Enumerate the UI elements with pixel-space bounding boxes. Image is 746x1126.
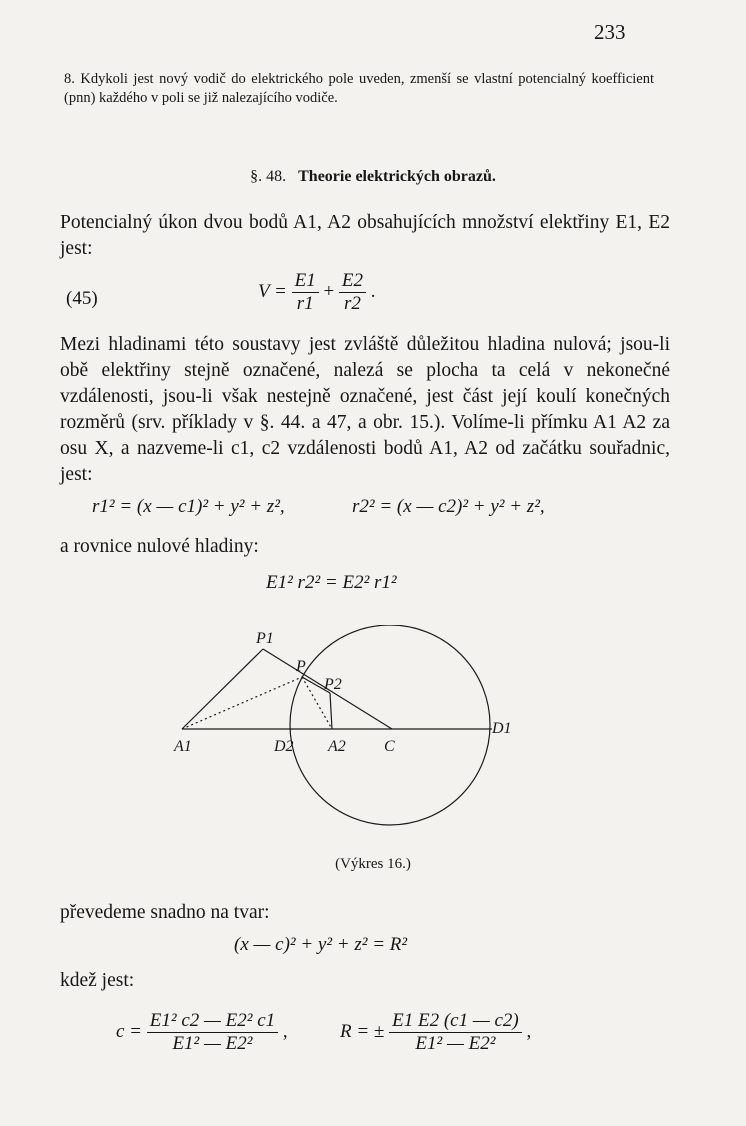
section-title: Theorie elektrických obrazů.	[298, 168, 496, 185]
paragraph-main: Mezi hladinami této soustavy jest zvláště důležitou hladina nulová; jsou-li obě elektřiny stejně označené, nalezá se plocha ta celá v nekonečné vzdálenosti, jsou-li však nestejně označené, jest část její koulí konečných rozměrů (srv. příklady v §. 44. a 47, a obr. 15.). Volíme-li přímku A1 A2 za osu X, a nazveme-li c1, c2 vzdálenosti bodů A1, A2 od začátku souřadnic, jest:	[60, 334, 670, 485]
paragraph-8: 8. Kdykoli jest nový vodič do elektrického pole uveden, zmenší se vlastní potencialný koefficient (pnn) každého v poli se již nalezajícího vodiče.	[64, 71, 654, 106]
label-A2: A2	[328, 738, 346, 755]
eq-c-lhs: c =	[116, 1020, 143, 1042]
label-D1: D1	[492, 720, 512, 737]
page-number: 233	[594, 20, 626, 44]
eq45-f1-den: r1	[296, 293, 314, 314]
equation-r2: r2² = (x — c2)² + y² + z²,	[352, 496, 545, 517]
label-P2: P2	[324, 676, 342, 693]
null-sphere-circle	[290, 625, 490, 825]
paragraph-null-surface: a rovnice nulové hladiny:	[60, 536, 259, 557]
eq45-plus: +	[323, 280, 335, 302]
eq-R-fraction	[389, 1010, 522, 1055]
paragraph-where: kdež jest:	[60, 970, 135, 991]
equation-sphere: (x — c)² + y² + z² = R²	[234, 934, 408, 955]
label-C: C	[384, 738, 395, 755]
figure-caption: (Výkres 16.)	[335, 856, 411, 872]
eq-R-sep: ,	[526, 1020, 532, 1042]
section-heading	[0, 168, 746, 186]
section-number: §. 48.	[250, 168, 287, 185]
eq45-end: .	[370, 280, 376, 302]
line-A1-P	[182, 677, 302, 729]
eq-c-sep: ,	[282, 1020, 288, 1042]
equation-c	[116, 1010, 288, 1055]
equation-R	[340, 1010, 531, 1055]
paragraph-transform: převedeme snadno na tvar:	[60, 902, 270, 923]
label-P1: P1	[256, 630, 274, 647]
eq45-f2-num: E2	[339, 270, 366, 293]
equation-45	[258, 270, 376, 315]
label-P: P	[296, 658, 306, 675]
eq45-lhs: V =	[258, 280, 287, 302]
eq45-fraction-2	[339, 270, 366, 315]
diagram-electric-images	[160, 625, 520, 845]
eq-c-fraction	[147, 1010, 278, 1055]
label-A1: A1	[174, 738, 192, 755]
eq-R-lhs: R = ±	[340, 1020, 385, 1042]
equation-r1: r1² = (x — c1)² + y² + z²,	[92, 496, 285, 517]
eq-c-den: E1² — E2²	[172, 1033, 253, 1054]
eq-R-num: E1 E2 (c1 — c2)	[389, 1010, 522, 1033]
eq45-f1-num: E1	[292, 270, 319, 293]
equation-null-surface: E1² r2² = E2² r1²	[266, 572, 397, 593]
line-P2-A2	[330, 693, 332, 729]
line-A1-P1	[182, 649, 263, 729]
eq45-fraction-1	[292, 270, 319, 315]
label-D2: D2	[274, 738, 294, 755]
eq45-f2-den: r2	[344, 293, 361, 314]
equation-label-45: (45)	[66, 288, 98, 309]
paragraph-intro: Potencialný úkon dvou bodů A1, A2 obsahujících množství elektřiny E1, E2 jest:	[60, 212, 670, 259]
eq-R-den: E1² — E2²	[415, 1033, 496, 1054]
eq-c-num: E1² c2 — E2² c1	[147, 1010, 278, 1033]
